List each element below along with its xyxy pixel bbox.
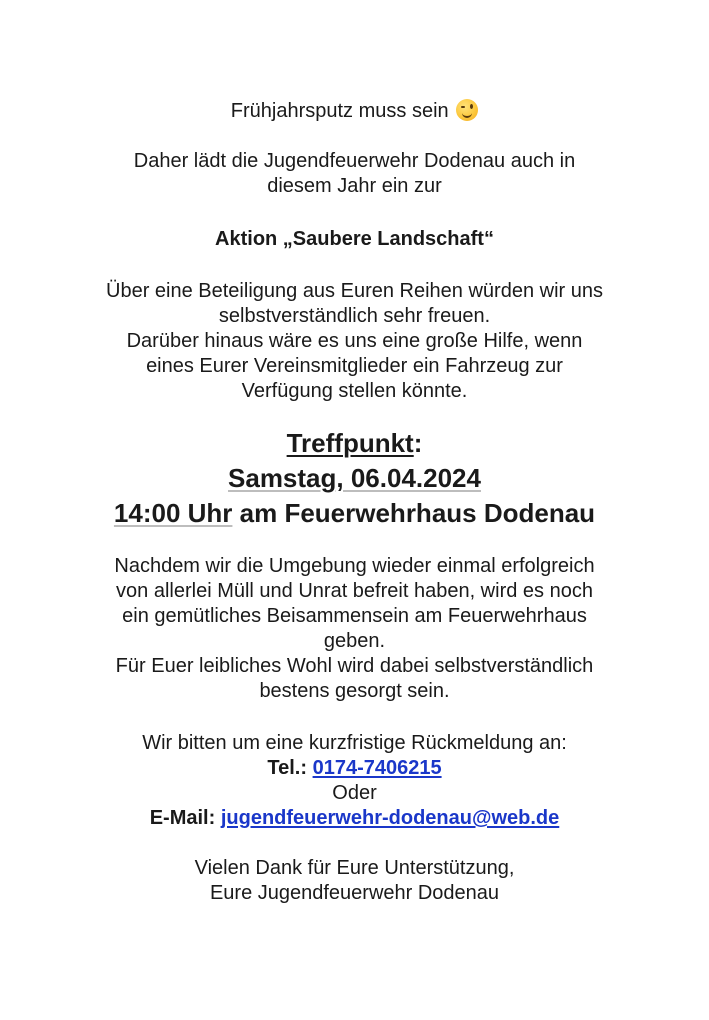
contact-request: Wir bitten um eine kurzfristige Rückmeldung an: bbox=[142, 732, 567, 754]
paragraph1-line-4: eines Eurer Vereinsmitglieder ein Fahrzeug zur bbox=[146, 355, 563, 377]
intro-line-2: diesem Jahr ein zur bbox=[267, 175, 442, 197]
paragraph1-line-1: Über eine Beteiligung aus Euren Reihen würden wir uns bbox=[106, 280, 603, 302]
contact-phone bbox=[0, 756, 709, 780]
intro-line-1: Daher lädt die Jugendfeuerwehr Dodenau auch in bbox=[133, 150, 576, 172]
meeting-place: am Feuerwehrhaus Dodenau bbox=[232, 498, 596, 528]
phone-link[interactable]: 0174-7406215 bbox=[312, 757, 442, 779]
paragraph2-line-3: ein gemütliches Beisammensein am Feuerwehrhaus bbox=[122, 605, 587, 627]
winking-face-icon bbox=[456, 99, 478, 121]
paragraph2-line-2: von allerlei Müll und Unrat befreit haben, wird es noch bbox=[116, 580, 593, 602]
contact-or: Oder bbox=[332, 782, 377, 804]
meeting-time: 14:00 Uhr bbox=[113, 498, 233, 528]
intro-heading bbox=[0, 99, 709, 123]
closing-line-2: Eure Jugendfeuerwehr Dodenau bbox=[209, 882, 500, 904]
paragraph1-line-2: selbstverständlich sehr freuen. bbox=[218, 305, 491, 327]
meeting-label-colon: : bbox=[413, 428, 423, 458]
action-title: Aktion „Saubere Landschaft“ bbox=[215, 228, 494, 250]
closing-line-1: Vielen Dank für Eure Unterstützung, bbox=[194, 857, 515, 879]
email-label: E-Mail: bbox=[149, 807, 221, 829]
paragraph2-line-5: Für Euer leibliches Wohl wird dabei selbstverständlich bbox=[115, 655, 594, 677]
paragraph2-line-4: geben. bbox=[323, 630, 386, 652]
paragraph1-line-5: Verfügung stellen könnte. bbox=[241, 380, 468, 402]
email-link[interactable]: jugendfeuerwehr-dodenau@web.de bbox=[220, 807, 560, 829]
phone-label: Tel.: bbox=[267, 757, 313, 779]
intro-heading-text: Frühjahrsputz muss sein bbox=[230, 100, 449, 122]
meeting-time-place bbox=[0, 496, 709, 530]
paragraph1-line-3: Darüber hinaus wäre es uns eine große Hilfe, wenn bbox=[126, 330, 583, 352]
meeting-date bbox=[0, 461, 709, 495]
paragraph2-line-6: bestens gesorgt sein. bbox=[259, 680, 450, 702]
contact-email bbox=[0, 806, 709, 830]
meeting-date-text: Samstag, 06.04.2024 bbox=[228, 463, 481, 493]
meeting-label bbox=[0, 426, 709, 460]
meeting-label-text: Treffpunkt bbox=[286, 428, 414, 458]
paragraph2-line-1: Nachdem wir die Umgebung wieder einmal erfolgreich bbox=[114, 555, 595, 577]
